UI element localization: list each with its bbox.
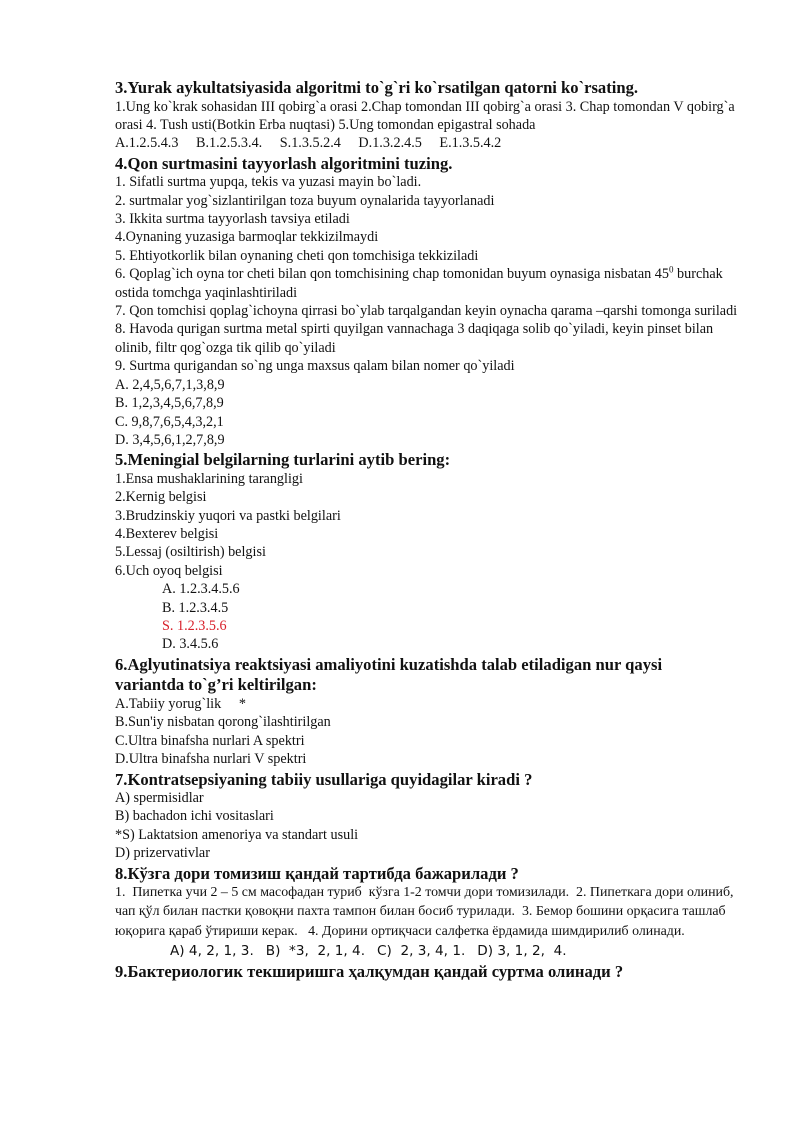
question-5-option-b: B. 1.2.3.4.5: [162, 599, 229, 616]
question-7-option-d: D) prizervativlar: [115, 845, 210, 862]
question-3-option-e: E.1.3.5.4.2: [439, 135, 502, 152]
question-5-item: 6.Uch oyoq belgisi: [115, 562, 223, 579]
question-8-title: 8.Кўзга дори томизиш қандай тартибда бажарилади ?: [115, 863, 519, 883]
question-4-item: 3. Ikkita surtma tayyorlash tavsiya etiladi: [115, 211, 350, 228]
question-3-option-a: A.1.2.5.4.3: [115, 135, 179, 152]
question-4-item-6: 6. Qoplag`ich oyna tor cheti bilan qon tomchisining chap tomonidan buyum oynasiga nisbatan $45^0$ burchak ostida tomchga yaqinlashtiriladi: [115, 264, 723, 301]
question-7-option-b: B) bachadon ichi vositaslari: [115, 808, 274, 825]
question-3-body: 1.Ung ko`krak sohasidan III qobirg`a orasi 2.Chap tomondan III qobirg`a orasi 3. Chap tomondan V qobirg`a orasi 4. Tush usti(Botkin Erba nuqtasi) 5.Ung tomondan epigastral sohada: [115, 98, 735, 133]
question-9-title: 9.Бактериологик текширишга ҳалқумдан қандай суртма олинади ?: [115, 961, 624, 981]
document-page: [115, 77, 745, 981]
question-6-option-a: A.Tabiiy yorug`lik *: [115, 695, 247, 712]
question-7-option-s: *S) Laktatsion amenoriya va standart usuli: [115, 826, 359, 843]
question-4-item: 2. surtmalar yog`sizlantirilgan toza buyum oynalarida tayyorlanadi: [115, 192, 495, 209]
question-7-option-a: A) spermisidlar: [115, 790, 204, 806]
question-5-item: 2.Kernig belgisi: [115, 489, 207, 506]
question-8-option-c: C) 2, 3, 4, 1.: [377, 942, 466, 959]
question-4-option-c: C. 9,8,7,6,5,4,3,2,1: [115, 413, 224, 430]
question-3-option-b: B.1.2.5.3.4.: [196, 135, 263, 152]
question-6-title: 6.Aglyutinatsiya reaktsiyasi amaliyotini kuzatishda talab etiladigan nur qaysi: [115, 654, 663, 674]
question-5-item: 3.Brudzinskiy yuqori va pastki belgilari: [115, 507, 341, 524]
question-3-title: 3.Yurak aykultatsiyasida algoritmi to`g`ri ko`rsatilgan qatorni ko`rsating.: [115, 78, 639, 97]
question-4-title: 4.Qon surtmasini tayyorlash algoritmini tuzing.: [115, 153, 453, 173]
question-6-title-cont: variantda to`g’ri keltirilgan:: [115, 675, 317, 695]
question-4-item-8: 8. Havoda qurigan surtma metal spirti quyilgan vannachaga 3 daqiqaga solib qo`yiladi, keyin pinset bilan olinib, filtr qog`ozga tik qilib qo`yiladi: [115, 321, 714, 356]
question-4-option-a: A. 2,4,5,6,7,1,3,8,9: [115, 376, 225, 393]
question-5-option-a: A. 1.2.3.4.5.6: [162, 581, 240, 598]
question-6-option-d: D.Ultra binafsha nurlari V spektri: [115, 751, 307, 768]
question-8-options: [115, 941, 745, 961]
degree-superscript: 0: [669, 264, 674, 275]
question-3-options: [115, 134, 745, 152]
question-4-option-b: B. 1,2,3,4,5,6,7,8,9: [115, 395, 224, 412]
question-7-title: 7.Kontratsepsiyaning tabiiy usullariga quyidagilar kiradi ?: [115, 769, 533, 789]
question-3-option-d: D.1.3.2.4.5: [358, 135, 422, 152]
question-5-item: 4.Bexterev belgisi: [115, 526, 219, 543]
question-6-option-b: B.Sun'iy nisbatan qorong`ilashtirilgan: [115, 714, 331, 731]
question-8-option-a: A) 4, 2, 1, 3.: [170, 942, 254, 959]
question-4-item: 4.Oynaning yuzasiga barmoqlar tekkizilmaydi: [115, 229, 379, 246]
question-8-option-b: B) *3, 2, 1, 4.: [265, 942, 366, 959]
question-5-option-s-highlighted: S. 1.2.3.5.6: [162, 618, 227, 635]
question-5-option-d: D. 3.4.5.6: [162, 636, 219, 653]
question-5-item: 5.Lessaj (osiltirish) belgisi: [115, 544, 266, 561]
question-4-item: 1. Sifatli surtma yupqa, tekis va yuzasi mayin bo`ladi.: [115, 174, 422, 191]
question-8-body: 1. Пипетка учи 2 – 5 см масофадан туриб кўзга 1-2 томчи дори томизилади. 2. Пипеткага дори олиниб, чап қўл билан пастки қовоқни пахта тампон билан босиб турилади. 3. Бемор бошини орқасига ташлаб юқорига қараб ўтириши керак. 4. Дорини ортиқчаси салфетка ёрдамида шимдирилиб олинади.: [115, 885, 737, 939]
question-5-item: 1.Ensa mushaklarining tarangligi: [115, 470, 303, 487]
question-6-option-c: C.Ultra binafsha nurlari A spektri: [115, 732, 305, 749]
question-4-item-7: 7. Qon tomchisi qoplag`ichoyna qirrasi bo`ylab tarqalgandan keyin oynacha qarama –qarshi tomonga suriladi: [115, 303, 738, 320]
question-4-item: 5. Ehtiyotkorlik bilan oynaning cheti qon tomchisiga tekkiziladi: [115, 247, 479, 264]
question-8-option-d: D) 3, 1, 2, 4.: [477, 942, 567, 959]
question-4-option-d: D. 3,4,5,6,1,2,7,8,9: [115, 431, 225, 448]
question-3-option-s: S.1.3.5.2.4: [279, 135, 341, 152]
question-5-title: 5.Meningial belgilarning turlarini aytib bering:: [115, 450, 451, 470]
question-4-item-9: 9. Surtma qurigandan so`ng unga maxsus qalam bilan nomer qo`yiladi: [115, 358, 515, 375]
